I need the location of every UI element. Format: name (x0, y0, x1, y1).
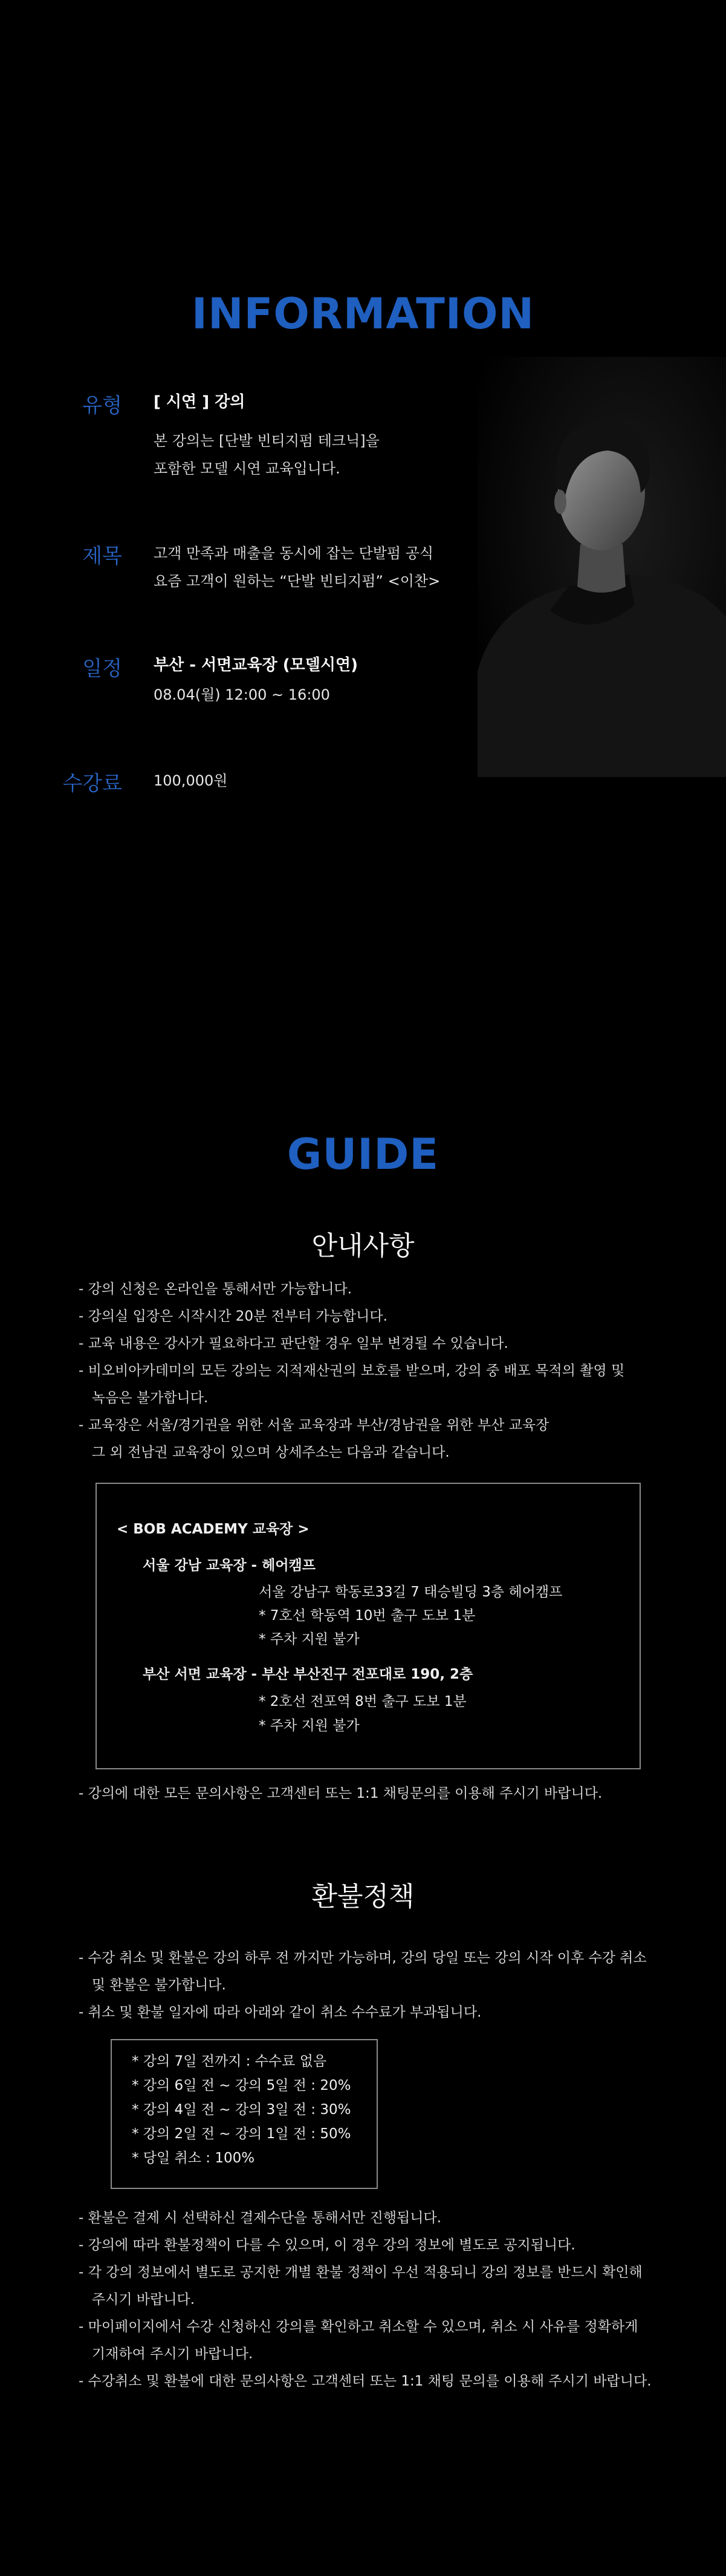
seoul-address: 서울 강남구 학동로33길 7 태승빌딩 3층 헤어캠프 (259, 1584, 563, 1600)
notice-item-4: - 비오비아카데미의 모든 강의는 지적재산권의 보호를 받으며, 강의 중 배포 목적의 촬영 및 (79, 1363, 625, 1379)
instructor-portrait (478, 357, 726, 777)
refund-heading: 환불정책 (311, 1881, 415, 1912)
info-title-line-2: 요즘 고객이 원하는 “단발 빈티지펌” <이찬> (154, 573, 441, 590)
notice-item-3: - 교육 내용은 강사가 필요하다고 판단할 경우 일부 변경될 수 있습니다. (79, 1336, 508, 1351)
info-label-fee: 수강료 (62, 772, 122, 796)
notice-heading: 안내사항 (311, 1231, 415, 1261)
refund-item-4: - 강의에 따라 환불정책이 다를 수 있으며, 이 경우 강의 정보에 별도로 공지됩니다. (79, 2237, 575, 2253)
info-schedule-location: 부산 - 서면교육장 (모델시연) (154, 656, 358, 674)
seoul-subway: * 7호선 학동역 10번 출구 도보 1분 (259, 1608, 476, 1624)
info-label-title: 제목 (82, 544, 122, 568)
notice-footer: - 강의에 대한 모든 문의사항은 고객센터 또는 1:1 채팅문의를 이용해 주시기 바랍니다. (79, 1786, 603, 1801)
notice-item-5: - 교육장은 서울/경기권을 위한 서울 교육장과 부산/경남권을 위한 부산 교육장 (79, 1417, 549, 1433)
fee-line-5: * 당일 취소 : 100% (132, 2150, 255, 2166)
refund-item-6-cont: 기재하여 주시기 바랍니다. (79, 2346, 253, 2362)
fee-line-2: * 강의 6일 전 ~ 강의 5일 전 : 20% (132, 2078, 351, 2093)
refund-item-6: - 마이페이지에서 수강 신청하신 강의를 확인하고 취소할 수 있으며, 취소 시 사유를 정확하게 (79, 2319, 638, 2335)
refund-item-7: - 수강취소 및 환불에 대한 문의사항은 고객센터 또는 1:1 채팅 문의를 이용해 주시기 바랍니다. (79, 2373, 652, 2389)
notice-item-1: - 강의 신청은 온라인을 통해서만 가능합니다. (79, 1281, 352, 1297)
info-label-schedule: 일정 (82, 657, 122, 681)
refund-item-5: - 각 강의 정보에서 별도로 공지한 개별 환불 정책이 우선 적용되니 강의 정보를 반드시 확인해 (79, 2265, 643, 2280)
busan-campus-label: 부산 서면 교육장 - 부산 부산진구 전포대로 190, 2층 (143, 1667, 473, 1682)
info-title-line-1: 고객 만족과 매출을 동시에 잡는 단발펌 공식 (154, 545, 434, 562)
guide-title: GUIDE (287, 1130, 439, 1179)
info-type-desc-2: 포함한 모델 시연 교육입니다. (154, 460, 340, 477)
refund-item-3: - 환불은 결제 시 선택하신 결제수단을 통해서만 진행됩니다. (79, 2210, 442, 2226)
refund-item-1: - 수강 취소 및 환불은 강의 하루 전 까지만 가능하며, 강의 당일 또는 강의 시작 이후 수강 취소 (79, 1950, 647, 1966)
refund-item-5-cont: 주시기 바랍니다. (79, 2292, 195, 2308)
seoul-parking: * 주차 지원 불가 (259, 1631, 360, 1647)
info-fee-value: 100,000원 (154, 772, 228, 789)
busan-subway: * 2호선 전포역 8번 출구 도보 1분 (259, 1694, 467, 1709)
fee-line-1: * 강의 7일 전까지 : 수수료 없음 (132, 2054, 327, 2069)
information-title: INFORMATION (191, 289, 535, 339)
refund-item-1-cont: 및 환불은 불가합니다. (79, 1977, 226, 1993)
info-label-type: 유형 (82, 394, 122, 418)
busan-parking: * 주차 지원 불가 (259, 1718, 360, 1734)
notice-item-5-cont: 그 외 전남권 교육장이 있으며 상세주소는 다음과 같습니다. (79, 1445, 450, 1460)
notice-item-2: - 강의실 입장은 시작시간 20분 전부터 가능합니다. (79, 1309, 387, 1324)
notice-item-4-cont: 녹음은 불가합니다. (79, 1390, 209, 1406)
academy-box-title: < BOB ACADEMY 교육장 > (117, 1521, 310, 1537)
refund-item-2: - 취소 및 환불 일자에 따라 아래와 같이 취소 수수료가 부과됩니다. (79, 2005, 482, 2020)
fee-line-3: * 강의 4일 전 ~ 강의 3일 전 : 30% (132, 2102, 351, 2118)
seoul-campus-label: 서울 강남 교육장 - 헤어캠프 (143, 1558, 316, 1573)
info-type-desc-1: 본 강의는 [단발 빈티지펌 테크닉]을 (154, 432, 380, 449)
info-type-value: [ 시연 ] 강의 (154, 393, 245, 411)
fee-line-4: * 강의 2일 전 ~ 강의 1일 전 : 50% (132, 2126, 351, 2142)
info-schedule-time: 08.04(월) 12:00 ~ 16:00 (154, 686, 330, 703)
